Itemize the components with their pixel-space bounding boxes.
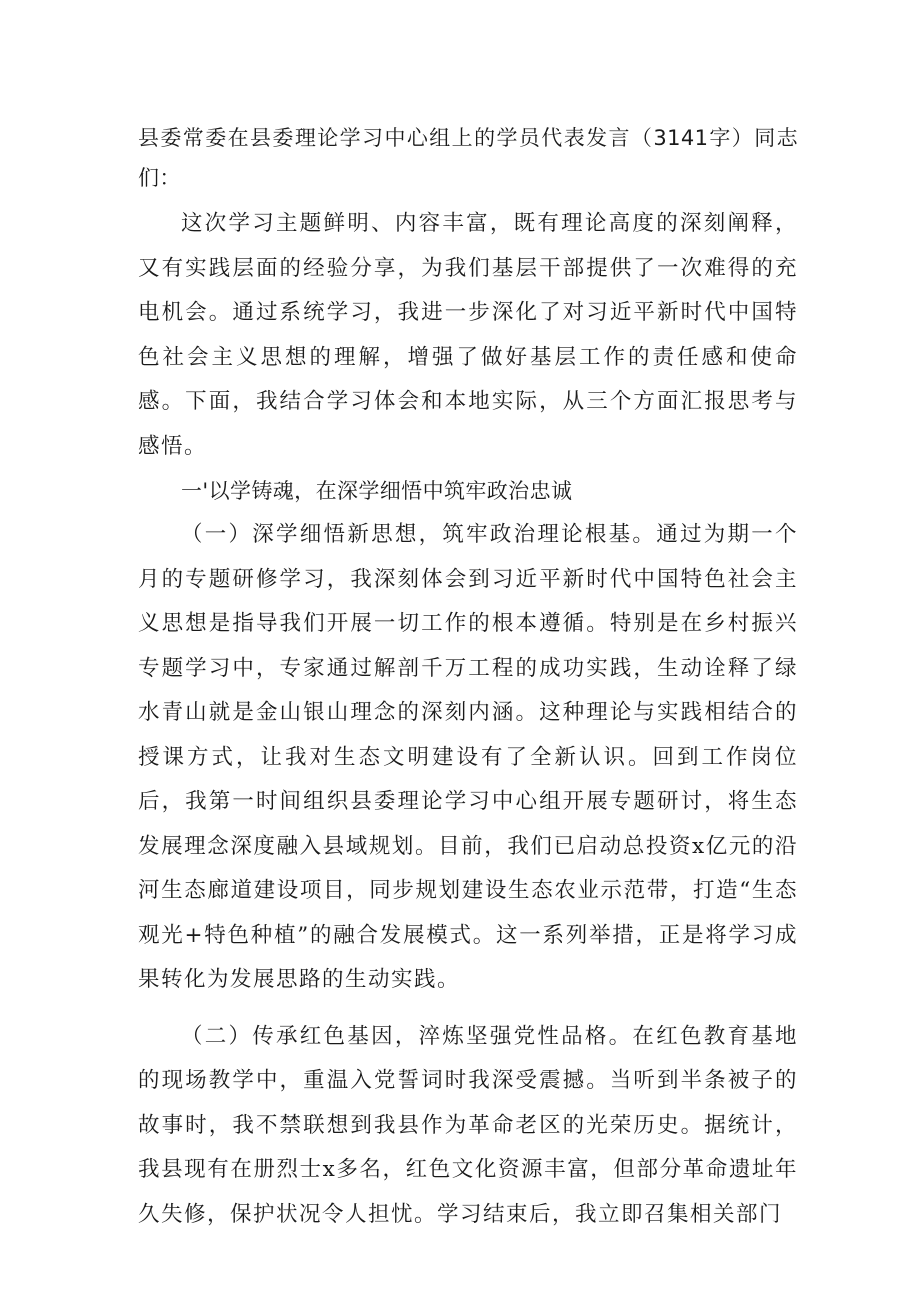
- subsection-two-paragraph: （二）传承红色基因，淬炼坚强党性品格。在红色教育基地的现场教学中，重温入党誓词时我深受震撼。当听到半条被子的故事时，我不禁联想到我县作为革命老区的光荣历史。据统计，我县现有在册烈士x多名，红色文化资源丰富，但部分革命遗址年久失修，保护状况令人担忧。学习结束后，我立即召集相关部门: [138, 1023, 798, 1227]
- section-heading: 一'以学铸魂，在深学细悟中筑牢政治忠诚: [181, 479, 573, 503]
- paragraph-spacer: [138, 1003, 798, 1015]
- document-title: 县委常委在县委理论学习中心组上的学员代表发言（3141字）同志们：: [138, 126, 798, 190]
- document-body: [138, 118, 798, 1237]
- subsection-one-paragraph: （一）深学细悟新思想，筑牢政治理论根基。通过为期一个月的专题研修学习，我深刻体会到习近平新时代中国特色社会主义思想是指导我们开展一切工作的根本遵循。特别是在乡村振兴专题学习中，专家通过解剖千万工程的成功实践，生动诠释了绿水青山就是金山银山理念的深刻内涵。这种理论与实践相结合的授课方式，让我对生态文明建设有了全新认识。回到工作岗位后，我第一时间组织县委理论学习中心组开展专题研讨，将生态发展理念深度融入县域规划。目前，我们已启动总投资x亿元的沿河生态廊道建设项目，同步规划建设生态农业示范带，打造“生态观光+特色种植”的融合发展模式。这一系列举措，正是将学习成果转化为发展思路的生动实践。: [138, 522, 798, 992]
- intro-paragraph: 这次学习主题鲜明、内容丰富，既有理论高度的深刻阐释，又有实践层面的经验分享，为我们基层干部提供了一次难得的充电机会。通过系统学习，我进一步深化了对习近平新时代中国特色社会主义思想的理解，增强了做好基层工作的责任感和使命感。下面，我结合学习体会和本地实际，从三个方面汇报思考与感悟。: [138, 211, 798, 459]
